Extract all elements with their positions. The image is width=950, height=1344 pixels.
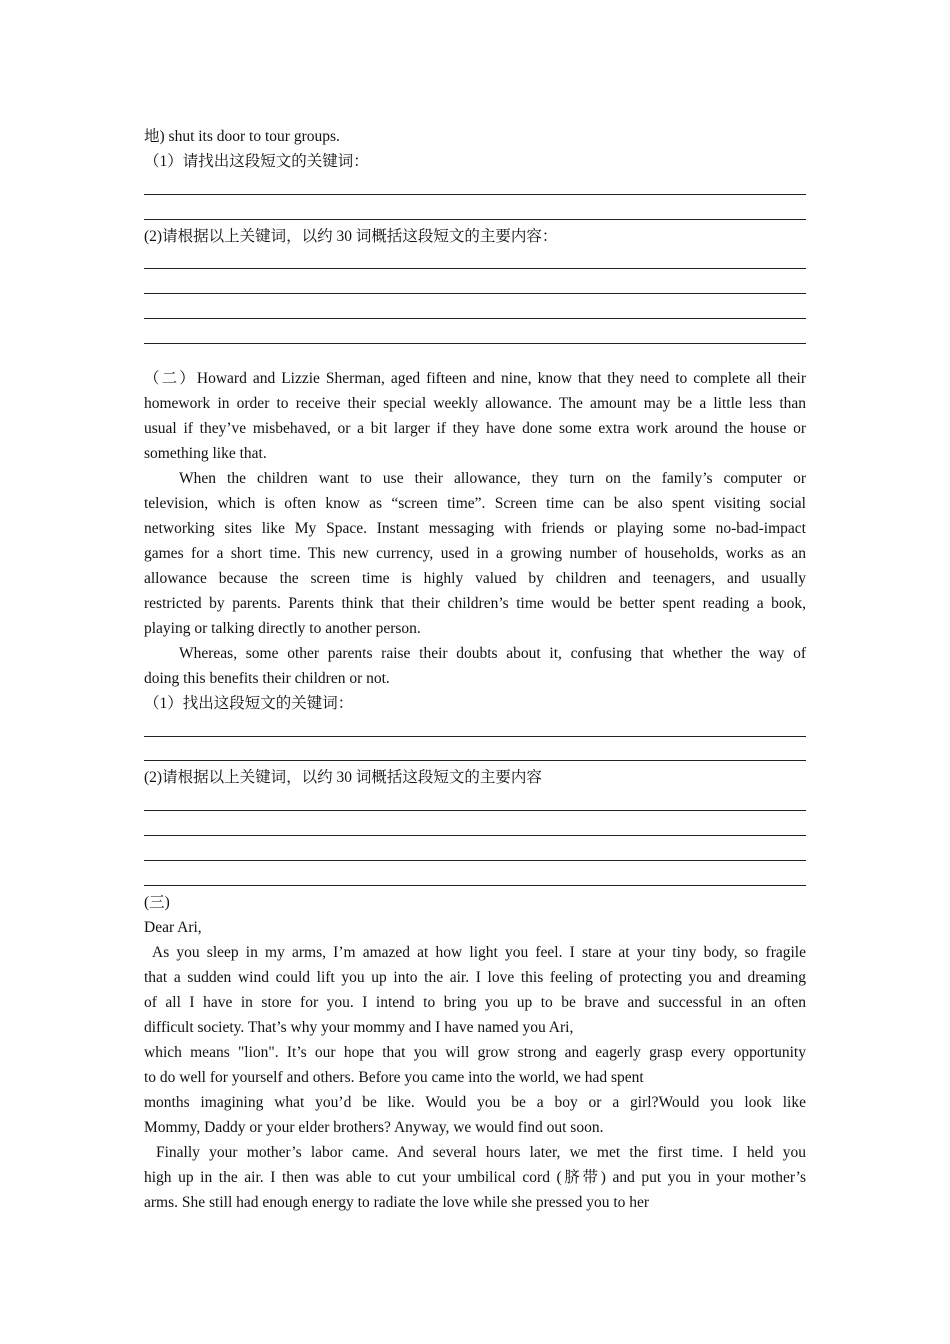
text-line: to do well for yourself and others. Before you came into the world, we had spent — [144, 1068, 644, 1086]
text-line: usual if they’ve misbehaved, or a bit larger if they have done some extra work around the house or — [144, 419, 806, 437]
answer-line[interactable] — [144, 199, 806, 224]
text-line: Whereas, some other parents raise their doubts about it, confusing that whether the way of — [179, 644, 806, 662]
section2-paragraph-2 — [144, 466, 806, 641]
document-page — [144, 124, 806, 1215]
letter-body — [144, 940, 806, 1215]
section2-question-1: （1）找出这段短文的关键词： — [144, 694, 354, 712]
section2-paragraph-3 — [144, 641, 806, 691]
text-line: of all I have in store for you. I intend to bring you up to be brave and successful in an often — [144, 993, 806, 1011]
section2-paragraph-1 — [144, 366, 806, 466]
answer-line[interactable] — [144, 865, 806, 890]
text-line: television, which is often know as “screen time”. Screen time can be also spent visiting social — [144, 494, 806, 512]
answer-line[interactable] — [144, 741, 806, 766]
answer-line[interactable] — [144, 840, 806, 865]
text-line: allowance because the screen time is highly valued by children and teenagers, and usually — [144, 569, 806, 587]
section3-label: (三) — [144, 893, 170, 911]
text-line: playing or talking directly to another person. — [144, 619, 421, 637]
text-line: homework in order to receive their special weekly allowance. The amount may be a little less than — [144, 394, 806, 412]
text-line: something like that. — [144, 444, 267, 462]
text-line: months imagining what you’d be like. Would you be a boy or a girl?Would you look like — [144, 1093, 806, 1111]
text-line: networking sites like My Space. Instant messaging with friends or playing some no-bad-impact — [144, 519, 806, 537]
section2-question-2: (2)请根据以上关键词，以约 30 词概括这段短文的主要内容 — [144, 769, 542, 787]
text-line: which means "lion". It’s our hope that you will grow strong and eagerly grasp every opportunity — [144, 1043, 806, 1061]
text-line: difficult society. That’s why your mommy and I have named you Ari, — [144, 1018, 574, 1036]
answer-line[interactable] — [144, 273, 806, 298]
answer-line[interactable] — [144, 174, 806, 199]
section1-tail-line: 地) shut its door to tour groups. — [144, 128, 340, 145]
answer-line[interactable] — [144, 716, 806, 741]
text-line: that a sudden wind could lift you up into the air. I love this feeling of protecting you and dreaming — [144, 968, 806, 986]
answer-line[interactable] — [144, 323, 806, 348]
text-line: restricted by parents. Parents think that their children’s time would be better spent reading a book, — [144, 594, 806, 612]
text-line: games for a short time. This new currency, used in a growing number of households, works as an — [144, 544, 806, 562]
section1-question-1: （1）请找出这段短文的关键词： — [144, 153, 369, 170]
text-line: high up in the air. I then was able to cut your umbilical cord (脐带) and put you in your mother’s — [144, 1168, 806, 1186]
answer-line[interactable] — [144, 298, 806, 323]
text-line: When the children want to use their allowance, they turn on the family’s computer or — [179, 469, 806, 487]
text-line: （二）Howard and Lizzie Sherman, aged fifteen and nine, know that they need to complete all their — [144, 369, 806, 387]
answer-line[interactable] — [144, 249, 806, 274]
text-line: Mommy, Daddy or your elder brothers? Anyway, we would find out soon. — [144, 1118, 604, 1136]
answer-line[interactable] — [144, 790, 806, 815]
letter-salutation: Dear Ari, — [144, 918, 202, 936]
text-line: doing this benefits their children or not. — [144, 669, 390, 687]
text-line: As you sleep in my arms, I’m amazed at how light you feel. I stare at your tiny body, so fragile — [152, 943, 806, 961]
answer-line[interactable] — [144, 815, 806, 840]
text-line: arms. She still had enough energy to radiate the love while she pressed you to her — [144, 1193, 650, 1211]
text-line: Finally your mother’s labor came. And several hours later, we met the first time. I held you — [156, 1143, 806, 1161]
section1-question-2: (2)请根据以上关键词，以约 30 词概括这段短文的主要内容： — [144, 227, 558, 245]
